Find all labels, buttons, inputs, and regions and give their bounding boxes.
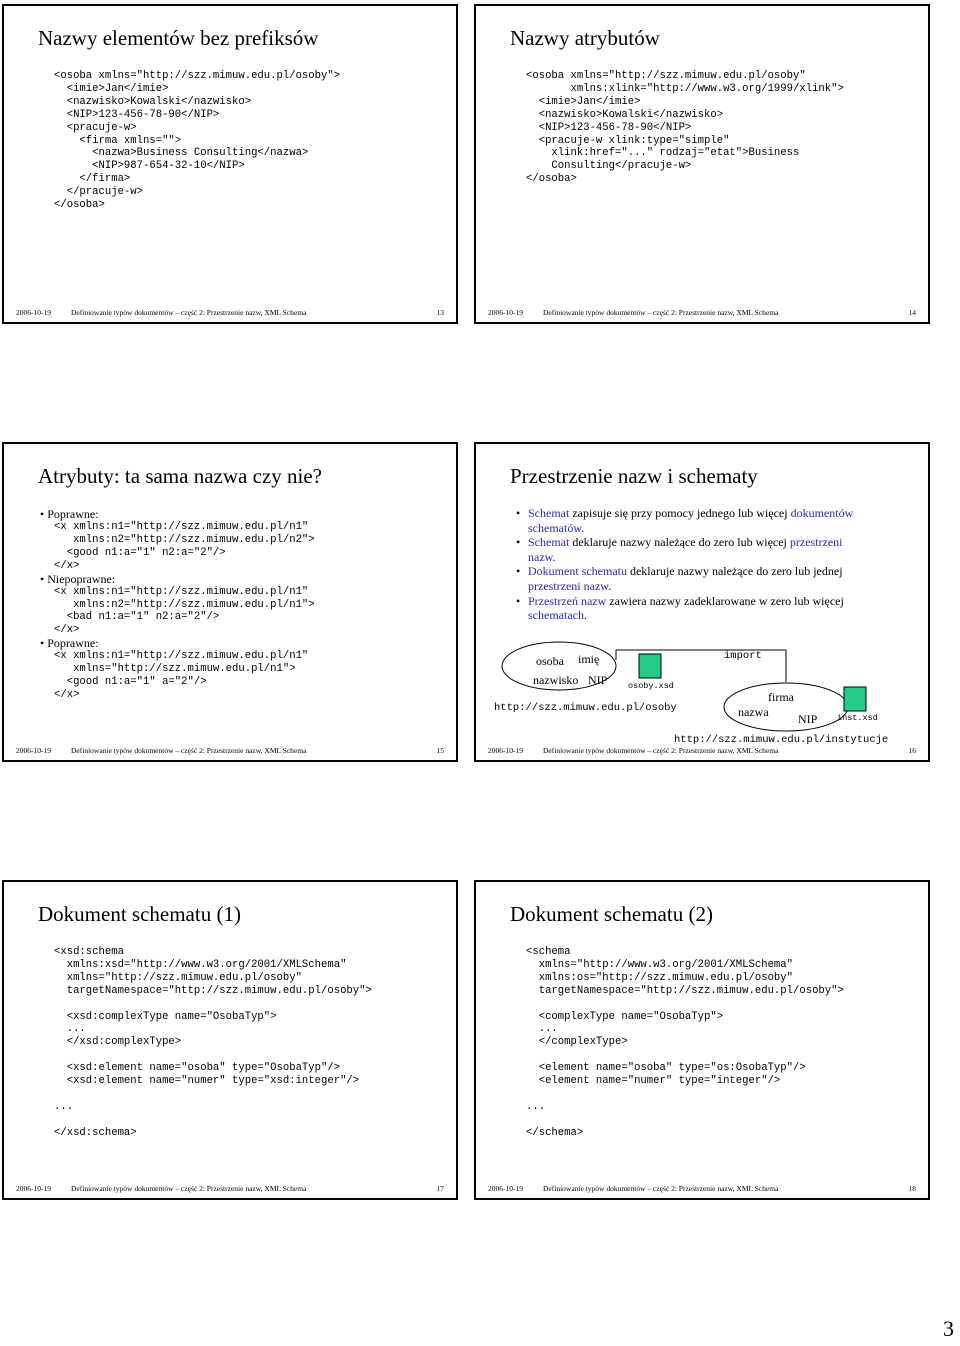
footer-date: 2006-10-19 [16, 746, 51, 755]
slide-number: 14 [908, 308, 916, 317]
name-nazwisko: nazwisko [533, 673, 579, 687]
code-line: Consulting</pracuje-w> [526, 160, 692, 173]
code-line: </complexType> [526, 1036, 628, 1049]
slide-17 [2, 880, 458, 1200]
footer-description: Definiowanie typów dokumentów – część 2: Przestrzenie nazw, XML Schema [71, 746, 307, 755]
label-text: Niepoprawne: [47, 571, 116, 586]
text: . [581, 520, 585, 535]
code-block [40, 586, 315, 638]
slide-13 [2, 4, 458, 324]
code-line: xmlns="http://szz.mimuw.edu.pl/n1"> [54, 663, 296, 676]
example-label: • Poprawne: [40, 636, 99, 651]
code-line: <xsd:element name="osoba" type="OsobaTyp"/> [54, 1062, 341, 1075]
code-line: <nazwisko>Kowalski</nazwisko> [54, 95, 252, 108]
code-line: <good n1:a="1" n2:a="2"/> [54, 546, 226, 559]
code-block [40, 521, 315, 573]
code-line: <NIP>123-456-78-90</NIP> [526, 121, 692, 134]
code-line: </pracuje-w> [54, 186, 144, 199]
code-line: xmlns:xsd="http://www.w3.org/2001/XMLSchema" [54, 958, 347, 971]
name-imie: imię [578, 652, 600, 666]
name-nazwa: nazwa [738, 705, 769, 719]
code-line: <x xmlns:n1="http://szz.mimuw.edu.pl/n1" [54, 521, 309, 533]
name-osoba: osoba [536, 654, 564, 668]
attribute-examples [40, 508, 315, 702]
term: Schemat [528, 535, 570, 550]
footer-date: 2006-10-19 [488, 1184, 523, 1193]
slide-16 [474, 442, 930, 762]
term: dokumentów [790, 506, 854, 520]
code-line: <pracuje-w> [54, 121, 137, 134]
file-icon-inst [844, 687, 866, 711]
example-label: • Poprawne: [40, 507, 99, 521]
term: schematach [528, 608, 584, 623]
code-line: ... [526, 1023, 558, 1036]
code-block [54, 70, 340, 212]
slide-footer [488, 744, 916, 758]
bullet-dot: • [516, 535, 521, 550]
footer-date: 2006-10-19 [16, 1184, 51, 1193]
code-line: targetNamespace="http://szz.mimuw.edu.pl/osoby"> [54, 984, 372, 997]
footer-description: Definiowanie typów dokumentów – część 2: Przestrzenie nazw, XML Schema [543, 746, 779, 755]
code-line: <good n1:a="1" a="2"/> [54, 676, 207, 689]
name-firma: firma [768, 690, 794, 704]
slide-number: 13 [436, 308, 444, 317]
code-line: <x xmlns:n1="http://szz.mimuw.edu.pl/n1" [54, 650, 309, 663]
code-line: <pracuje-w xlink:type="simple" [526, 134, 730, 147]
footer-date: 2006-10-19 [16, 308, 51, 317]
bullet-dot: • [516, 564, 521, 579]
label-text: Poprawne: [47, 636, 99, 651]
code-line: <complexType name="OsobaTyp"> [526, 1010, 724, 1023]
slide-number: 18 [908, 1184, 916, 1193]
slide-title: Atrybuty: ta sama nazwa czy nie? [38, 464, 322, 488]
code-line: </firma> [54, 173, 131, 186]
code-line: </schema> [526, 1126, 584, 1139]
code-line: <xsd:schema [54, 946, 124, 958]
term: nazw [528, 549, 553, 564]
text: . [552, 549, 556, 564]
code-line: </x> [54, 688, 80, 701]
code-line: </x> [54, 624, 80, 637]
slide-14 [474, 4, 930, 324]
code-line: <imie>Jan</imie> [54, 82, 169, 95]
slide-footer [488, 306, 916, 320]
file-label-inst: inst.xsd [837, 713, 878, 723]
code-line: </osoba> [54, 199, 105, 212]
code-block [526, 946, 844, 1140]
code-line: <nazwisko>Kowalski</nazwisko> [526, 108, 724, 121]
code-line: xmlns:n2="http://szz.mimuw.edu.pl/n2"> [54, 533, 315, 546]
slide-number: 15 [436, 746, 444, 755]
code-line: </xsd:complexType> [54, 1036, 182, 1049]
code-block [526, 70, 844, 186]
code-line: xmlns="http://www.w3.org/2001/XMLSchema" [526, 958, 794, 971]
example-label: • Niepoprawne: [40, 571, 116, 586]
footer-description: Definiowanie typów dokumentów – część 2: Przestrzenie nazw, XML Schema [543, 1184, 779, 1193]
term: Dokument schematu [528, 564, 627, 579]
text: deklaruje nazwy należące do zero lub więcej [569, 535, 790, 550]
slide-footer [16, 744, 444, 758]
code-line: </xsd:schema> [54, 1126, 137, 1139]
code-block [54, 946, 372, 1140]
code-line: <element name="numer" type="integer"/> [526, 1075, 781, 1088]
code-line: <imie>Jan</imie> [526, 95, 641, 108]
text: . [583, 608, 587, 623]
code-line: <xsd:element name="numer" type="xsd:integer"/> [54, 1075, 360, 1088]
slide-footer [488, 1182, 916, 1196]
namespace-uri-osoby: http://szz.mimuw.edu.pl/osoby [494, 702, 677, 714]
code-line: <element name="osoba" type="os:OsobaTyp"/> [526, 1062, 806, 1075]
footer-description: Definiowanie typów dokumentów – część 2: Przestrzenie nazw, XML Schema [71, 308, 307, 317]
bullet-dot: • [516, 506, 521, 520]
code-line: ... [526, 1100, 546, 1113]
name-nip: NIP [798, 712, 818, 726]
term: przestrzeni [789, 535, 843, 550]
page-number: 3 [943, 1316, 954, 1341]
code-block [40, 650, 315, 702]
import-label: import [724, 650, 762, 662]
slide-number: 17 [436, 1184, 444, 1193]
slide-18 [474, 880, 930, 1200]
code-line: xmlns="http://szz.mimuw.edu.pl/osoby" [54, 971, 302, 984]
slide-title: Dokument schematu (1) [38, 902, 241, 926]
code-line: <osoba xmlns="http://szz.mimuw.edu.pl/osoby"> [54, 70, 341, 82]
code-line: </osoba> [526, 173, 577, 186]
code-line: xlink:href="..." rodzaj="etat">Business [526, 147, 800, 160]
term: przestrzeni nazw [528, 578, 609, 593]
footer-date: 2006-10-19 [488, 308, 523, 317]
slide-footer [16, 1182, 444, 1196]
term: schematów [528, 520, 582, 535]
namespace-uri-instytucje: http://szz.mimuw.edu.pl/instytucje [674, 734, 889, 746]
term: Schemat [528, 506, 570, 520]
label-text: Poprawne: [47, 507, 99, 521]
bullet-dot: • [516, 593, 521, 608]
text: zapisuje się przy pomocy jednego lub więcej [569, 506, 791, 520]
code-line: <schema [526, 946, 571, 958]
text: . [608, 578, 612, 593]
text: deklaruje nazwy należące do zero lub jednej [626, 564, 843, 579]
code-line: </x> [54, 559, 80, 572]
code-line: <NIP>987-654-32-10</NIP> [54, 160, 245, 173]
code-line: <firma xmlns=""> [54, 134, 182, 147]
code-line: <xsd:complexType name="OsobaTyp"> [54, 1010, 277, 1023]
code-line: <osoba xmlns="http://szz.mimuw.edu.pl/osoby" [526, 70, 806, 82]
footer-description: Definiowanie typów dokumentów – część 2: Przestrzenie nazw, XML Schema [71, 1184, 307, 1193]
namespace-schema-diagram [476, 444, 932, 764]
code-line: <nazwa>Business Consulting</nazwa> [54, 147, 309, 160]
name-nip: NIP [588, 673, 608, 687]
code-line: <NIP>123-456-78-90</NIP> [54, 108, 220, 121]
slide-title: Przestrzenie nazw i schematy [510, 464, 758, 488]
text: zawiera nazwy zadeklarowane w zero lub więcej [606, 593, 844, 608]
slide-title: Nazwy atrybutów [510, 26, 660, 50]
code-line: targetNamespace="http://szz.mimuw.edu.pl/osoby"> [526, 984, 844, 997]
slide-footer [16, 306, 444, 320]
slide-number: 16 [908, 746, 916, 755]
footer-date: 2006-10-19 [488, 746, 523, 755]
footer-description: Definiowanie typów dokumentów – część 2: Przestrzenie nazw, XML Schema [543, 308, 779, 317]
code-line: ... [54, 1100, 74, 1113]
slide-15 [2, 442, 458, 762]
file-label-osoby: osoby.xsd [628, 681, 674, 691]
code-line: xmlns:os="http://szz.mimuw.edu.pl/osoby" [526, 971, 794, 984]
code-line: xmlns:n2="http://szz.mimuw.edu.pl/n1"> [54, 598, 315, 611]
file-icon-osoby [639, 654, 661, 678]
code-line: <bad n1:a="1" n2:a="2"/> [54, 611, 220, 624]
code-line: ... [54, 1023, 86, 1036]
code-line: <x xmlns:n1="http://szz.mimuw.edu.pl/n1" [54, 585, 309, 598]
slide-title: Nazwy elementów bez prefiksów [38, 26, 319, 50]
slide-title: Dokument schematu (2) [510, 902, 713, 926]
code-line: xmlns:xlink="http://www.w3.org/1999/xlink"> [526, 82, 844, 95]
term: Przestrzeń nazw [528, 593, 607, 608]
